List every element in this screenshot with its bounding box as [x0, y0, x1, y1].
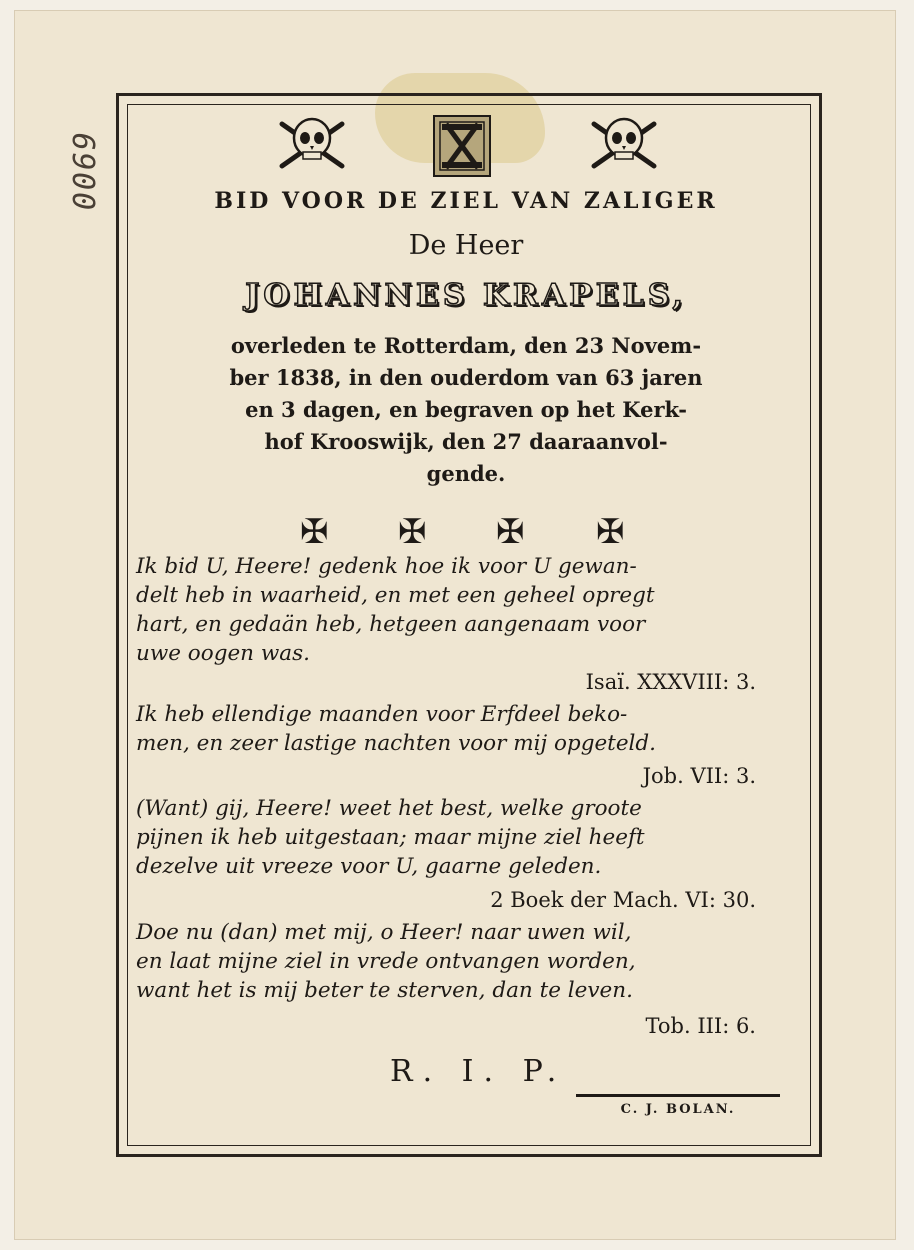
ihs-monogram-icon — [432, 114, 492, 178]
verse-reference: Job. VII: 3. — [642, 764, 756, 788]
cross-pattee-icon: ✠ — [596, 512, 625, 552]
verse-line: Doe nu (dan) met mij, o Heer! naar uwen wil, — [136, 920, 632, 945]
biography-line: gende. — [426, 461, 506, 486]
biography-line: overleden te Rotterdam, den 23 Novem- — [230, 333, 702, 358]
biography-line: en 3 dagen, en begraven op het Kerk- — [245, 397, 687, 422]
cross-row — [136, 512, 796, 552]
card-content — [136, 108, 796, 1138]
cross-pattee-icon: ✠ — [496, 512, 525, 552]
verse-line: men, en zeer lastige nachten voor mij opgeteld. — [136, 731, 657, 756]
verse-reference: Isaï. XXXVIII: 3. — [585, 670, 756, 694]
verse-line: delt heb in waarheid, en met een geheel opregt — [136, 583, 655, 608]
verse-line: (Want) gij, Heere! weet het best, welke groote — [136, 796, 642, 821]
deceased-name: JOHANNES KRAPELS, — [245, 278, 687, 313]
verse-reference: Tob. III: 6. — [645, 1014, 756, 1038]
invocation-line: BID VOOR DE ZIEL VAN ZALIGER — [214, 188, 718, 214]
verse-line: Ik heb ellendige maanden voor Erfdeel beko- — [136, 702, 628, 727]
emblem-row — [136, 112, 796, 182]
biography-line: ber 1838, in den ouderdom van 63 jaren — [229, 365, 703, 390]
verse-block — [136, 700, 792, 758]
verse-line: en laat mijne ziel in vrede ontvangen worden, — [136, 949, 636, 974]
skull-crossbones-icon — [276, 112, 348, 176]
skull-crossbones-icon — [588, 112, 660, 176]
verse-line: dezelve uit vreeze voor U, gaarne geleden. — [136, 854, 602, 879]
honorific-line: De Heer — [408, 230, 524, 261]
verse-line: uwe oogen was. — [136, 641, 310, 666]
rip-closing: R. I. P. — [390, 1054, 567, 1089]
biography-line: hof Krooswijk, den 27 daaraanvol- — [264, 429, 668, 454]
cross-pattee-icon: ✠ — [398, 512, 427, 552]
cross-pattee-icon: ✠ — [300, 512, 329, 552]
verse-block — [136, 552, 792, 668]
printer-rule — [576, 1094, 780, 1097]
verse-line: Ik bid U, Heere! gedenk hoe ik voor U gewan- — [136, 554, 637, 579]
verse-line: pijnen ik heb uitgestaan; maar mijne ziel heeft — [136, 825, 645, 850]
handwritten-inventory-number: 0069 — [67, 129, 103, 211]
verse-line: want het is mij beter te sterven, dan te leven. — [136, 978, 633, 1003]
verse-block — [136, 918, 792, 1005]
verse-block — [136, 794, 792, 881]
verse-reference: 2 Boek der Mach. VI: 30. — [490, 888, 756, 912]
biography-text — [156, 330, 776, 490]
printer-imprint: C. J. BOLAN. — [620, 1102, 736, 1117]
verse-line: hart, en gedaän heb, hetgeen aangenaam voor — [136, 612, 646, 637]
